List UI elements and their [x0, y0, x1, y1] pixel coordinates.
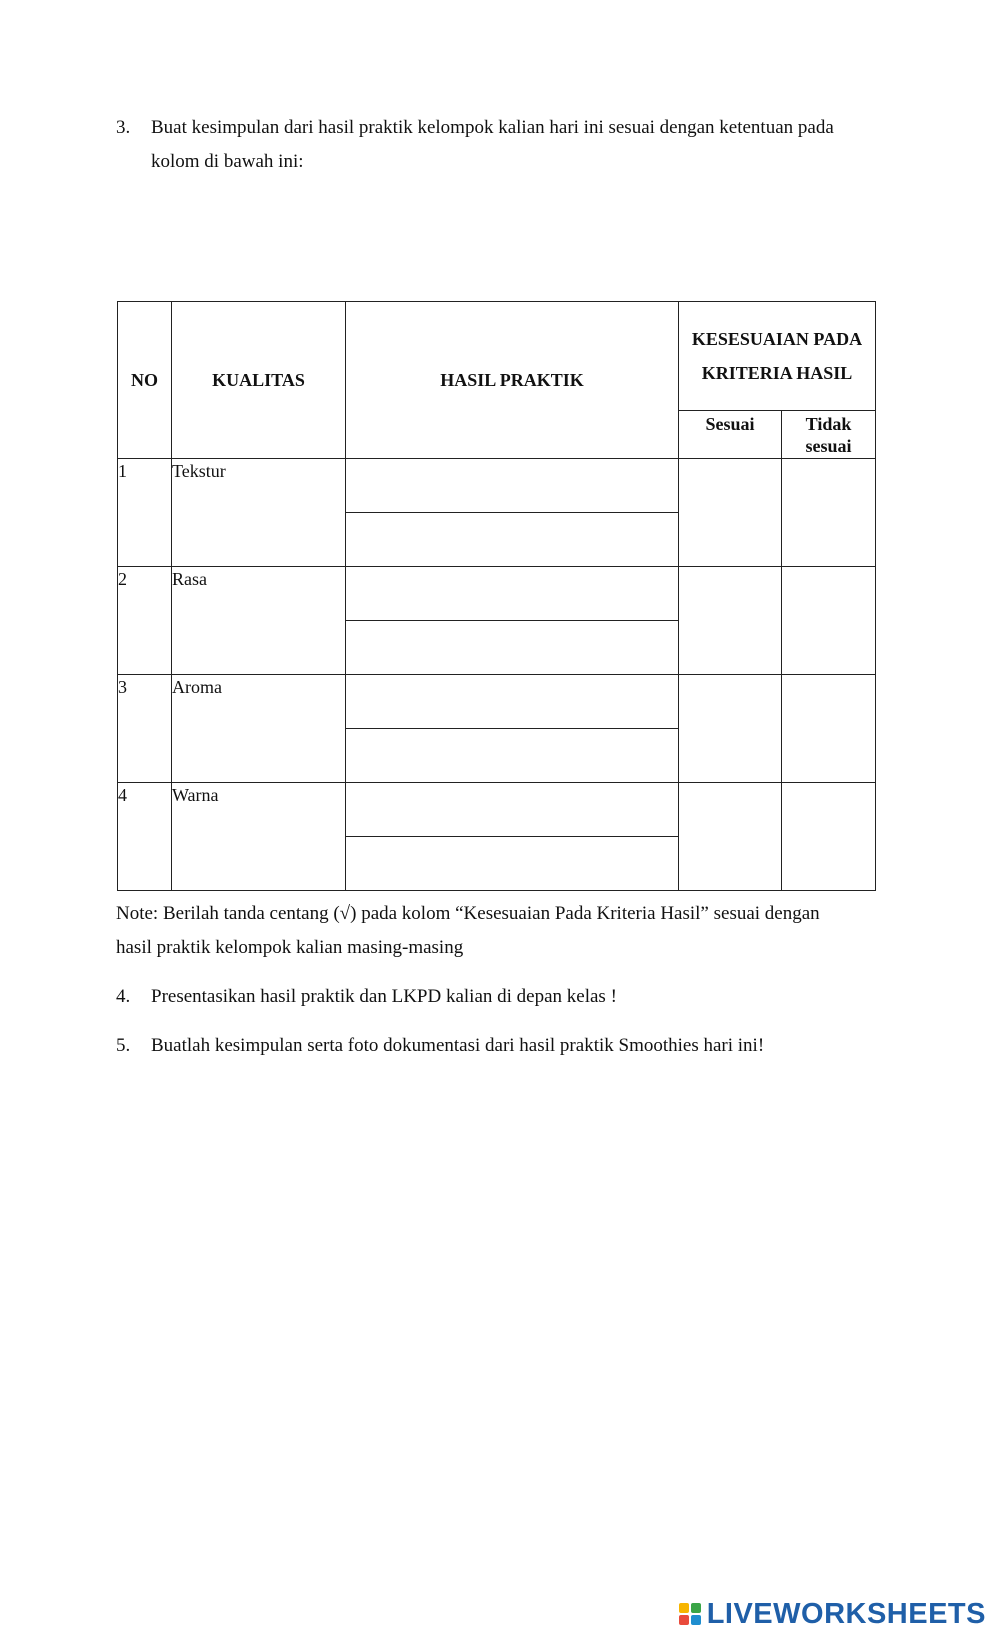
liveworksheets-logo-icon [679, 1603, 701, 1625]
row-number: 4 [118, 783, 172, 891]
watermark-text: LIVEWORKSHEETS [706, 1597, 986, 1630]
hasil-praktik-input-1a[interactable] [346, 459, 679, 513]
hasil-praktik-input-3b[interactable] [346, 729, 679, 783]
liveworksheets-watermark [679, 1597, 986, 1631]
hasil-praktik-input-1b[interactable] [346, 513, 679, 567]
header-kualitas: KUALITAS [172, 302, 346, 459]
note-line1: Note: Berilah tanda centang (√) pada kolom “Kesesuaian Pada Kriteria Hasil” sesuai dengan [116, 903, 820, 924]
row-number: 3 [118, 675, 172, 783]
item-5-number: 5. [116, 1035, 131, 1056]
tidak-sesuai-checkbox-cell[interactable] [782, 459, 876, 567]
header-sesuai: Sesuai [679, 411, 782, 459]
item-3-number: 3. [116, 117, 131, 138]
sesuai-checkbox-cell[interactable] [679, 459, 782, 567]
hasil-praktik-input-4a[interactable] [346, 783, 679, 837]
row-kualitas: Rasa [172, 567, 346, 675]
row-kualitas: Tekstur [172, 459, 346, 567]
sesuai-checkbox-cell[interactable] [679, 783, 782, 891]
row-number: 1 [118, 459, 172, 567]
table-row [118, 675, 876, 729]
sesuai-checkbox-cell[interactable] [679, 567, 782, 675]
sesuai-checkbox-cell[interactable] [679, 675, 782, 783]
table-row [118, 783, 876, 837]
header-tidak-sesuai: Tidak sesuai [782, 411, 876, 459]
item-5-text: Buatlah kesimpulan serta foto dokumentasi dari hasil praktik Smoothies hari ini! [151, 1035, 765, 1056]
table-row [118, 459, 876, 513]
hasil-praktik-input-3a[interactable] [346, 675, 679, 729]
tidak-sesuai-checkbox-cell[interactable] [782, 567, 876, 675]
row-kualitas: Warna [172, 783, 346, 891]
row-kualitas: Aroma [172, 675, 346, 783]
table-row [118, 567, 876, 621]
hasil-praktik-input-4b[interactable] [346, 837, 679, 891]
hasil-praktik-input-2a[interactable] [346, 567, 679, 621]
item-4-number: 4. [116, 986, 131, 1007]
tidak-sesuai-checkbox-cell[interactable] [782, 675, 876, 783]
header-kesesuaian: KESESUAIAN PADA KRITERIA HASIL [679, 302, 876, 411]
hasil-praktik-input-2b[interactable] [346, 621, 679, 675]
item-3-text-line2: kolom di bawah ini: [151, 151, 304, 172]
header-hasil-praktik: HASIL PRAKTIK [346, 302, 679, 459]
row-number: 2 [118, 567, 172, 675]
evaluation-table [117, 301, 876, 891]
tidak-sesuai-checkbox-cell[interactable] [782, 783, 876, 891]
item-4-text: Presentasikan hasil praktik dan LKPD kalian di depan kelas ! [151, 986, 617, 1007]
header-no: NO [118, 302, 172, 459]
note-line2: hasil praktik kelompok kalian masing-masing [116, 937, 464, 958]
item-3-text-line1: Buat kesimpulan dari hasil praktik kelompok kalian hari ini sesuai dengan ketentuan pada [151, 117, 834, 138]
